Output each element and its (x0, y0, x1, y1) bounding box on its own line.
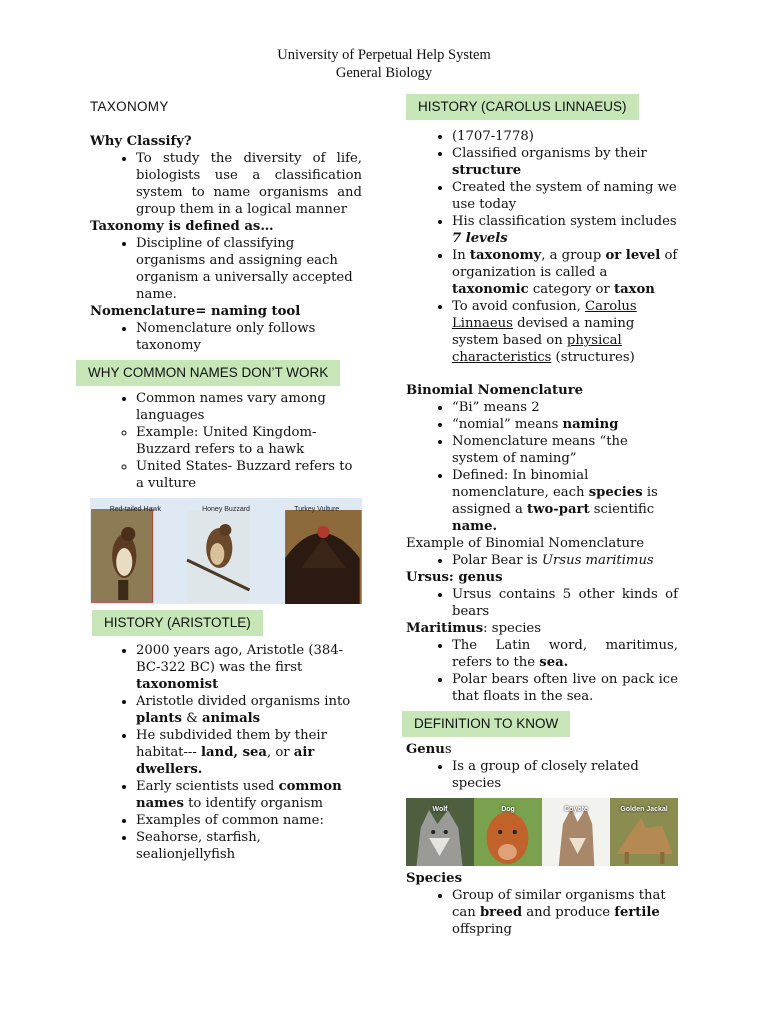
taxonomy-defined-list (90, 235, 362, 303)
binomial-heading: Binomial Nomenclature (406, 383, 584, 398)
ursus-list (406, 586, 678, 620)
nomenclature-heading: Nomenclature= naming tool (90, 304, 301, 319)
coyote-photo (542, 798, 610, 866)
list-item: • (1707-1778) (452, 128, 678, 145)
bird-caption: Honey Buzzard (202, 506, 250, 513)
taxonomy-defined-heading: Taxonomy is defined as… (90, 219, 274, 234)
list-item: • Group of similar organisms that can breed and produce fertile offspring (452, 887, 678, 938)
list-item: • Polar bears often live on pack ice that floats in the sea. (452, 671, 678, 705)
golden-jackal-photo (610, 798, 678, 866)
binomial-list (406, 399, 678, 535)
course-name: General Biology (335, 65, 433, 81)
list-item: • He subdivided them by their habitat--- land, sea, or air dwellers. (136, 727, 362, 778)
list-item: • To avoid confusion, Carolus Linnaeus devised a naming system based on physical characteristics (structures) (452, 298, 678, 366)
aristotle-list (90, 642, 362, 863)
linnaeus-list (406, 128, 678, 366)
list-item: ◦ United States- Buzzard refers to a vulture (136, 458, 362, 492)
definition-bar: DEFINITION TO KNOW (402, 711, 570, 737)
list-item: • Nomenclature means “the system of naming” (452, 433, 678, 467)
bird-caption: Turkey Vulture (294, 506, 340, 513)
list-item: • Examples of common name: (136, 812, 362, 829)
turkey-vulture-photo (271, 498, 362, 604)
maritimus-heading: Maritimus: species (406, 621, 541, 636)
wolf-photo (406, 798, 474, 866)
why-classify-heading: Why Classify? (90, 134, 192, 149)
list-item: ◦ Example: United Kingdom- Buzzard refers to a hawk (136, 424, 362, 458)
red-tailed-hawk-photo (90, 498, 181, 604)
right-column (406, 94, 678, 938)
dog-photo (474, 798, 542, 866)
university-name: University of Perpetual Help System (277, 47, 491, 63)
common-names-sublist (90, 424, 362, 492)
list-item: • Seahorse, starfish, sealionjellyfish (136, 829, 362, 863)
maritimus-list (406, 637, 678, 705)
genus-list (406, 758, 678, 792)
aristotle-bar: HISTORY (ARISTOTLE) (92, 610, 263, 636)
common-names-list (90, 390, 362, 424)
list-item: • Ursus contains 5 other kinds of bears (452, 586, 678, 620)
list-item: • Aristotle divided organisms into plants & animals (136, 693, 362, 727)
canine-caption: Coyote (564, 806, 588, 813)
taxonomy-heading: TAXONOMY (90, 99, 169, 114)
genus-heading: Genus (406, 742, 452, 757)
list-item: • Discipline of classifying organisms and assigning each organism a universally accepted name. (136, 235, 362, 303)
canine-caption: Wolf (432, 806, 448, 813)
why-classify-list (90, 150, 362, 218)
bird-caption: Red-tailed Hawk (109, 506, 162, 513)
linnaeus-bar: HISTORY (CAROLUS LINNAEUS) (406, 94, 639, 120)
list-item: • 2000 years ago, Aristotle (384-BC-322 BC) was the first taxonomist (136, 642, 362, 693)
list-item: • Nomenclature only follows taxonomy (136, 320, 362, 354)
bird-photo-strip (90, 498, 362, 604)
common-names-bar: WHY COMMON NAMES DON’T WORK (76, 360, 340, 386)
canine-caption: Golden Jackal (620, 806, 668, 813)
example-list (406, 552, 678, 569)
list-item: • Early scientists used common names to identify organism (136, 778, 362, 812)
list-item: • Created the system of naming we use today (452, 179, 678, 213)
example-heading: Example of Binomial Nomenclature (406, 536, 645, 551)
list-item: • His classification system includes 7 levels (452, 213, 678, 247)
list-item: • The Latin word, maritimus, refers to the sea. (452, 637, 678, 671)
canine-caption: Dog (501, 806, 515, 813)
species-list (406, 887, 678, 938)
list-item: • “Bi” means 2 (452, 399, 678, 416)
list-item: • “nomial” means naming (452, 416, 678, 433)
honey-buzzard-photo (181, 498, 272, 604)
canine-photo-strip (406, 798, 678, 866)
list-item: • In taxonomy, a group or level of organization is called a taxonomic category or taxon (452, 247, 678, 298)
list-item: • Classified organisms by their structure (452, 145, 678, 179)
document-header (0, 46, 768, 82)
list-item: • Is a group of closely related species (452, 758, 678, 792)
list-item: • To study the diversity of life, biologists use a classification system to name organisms and group them in a logical manner (136, 150, 362, 218)
nomenclature-list (90, 320, 362, 354)
list-item: • Polar Bear is Ursus maritimus (452, 552, 678, 569)
list-item: • Common names vary among languages (136, 390, 362, 424)
list-item: • Defined: In binomial nomenclature, each species is assigned a two-part scientific name. (452, 467, 678, 535)
left-column (90, 94, 362, 863)
species-heading: Species (406, 871, 462, 886)
ursus-heading: Ursus: genus (406, 570, 503, 585)
